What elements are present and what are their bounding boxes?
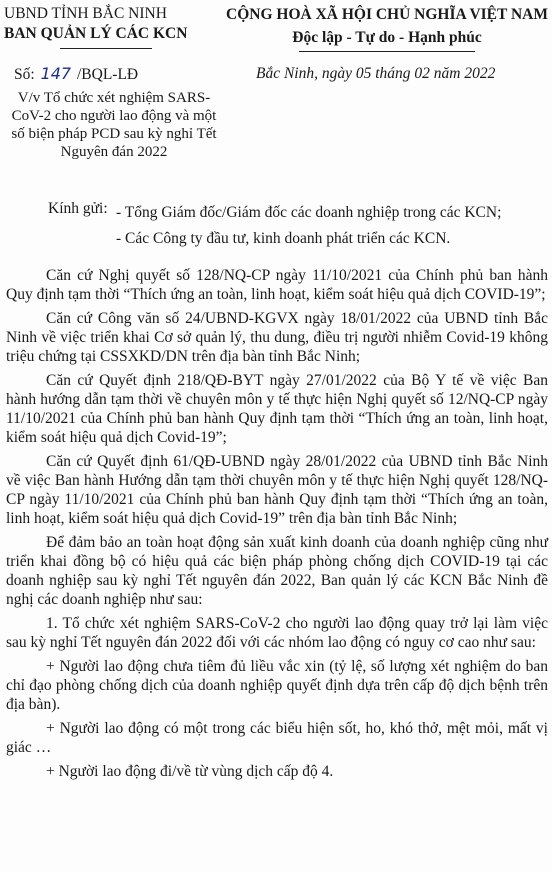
document-number-suffix: /BQL-LĐ [76,66,139,83]
document-number-prefix: Số: [14,66,35,83]
recipients-label: Kính gửi: [48,200,108,217]
paragraph: Căn cứ Công văn số 24/UBND-KGVX ngày 18/01/2022 của UBND tỉnh Bắc Ninh về việc triển khai Cơ sở quản lý, thu dung, điều trị người nhiễm Covid-19 không triệu chứng tại CSSXKD/DN trên địa bàn tỉnh Bắc Ninh; [6,310,548,365]
issuing-agency-block [4,4,214,49]
agency-underline [60,48,152,49]
document-body [6,266,548,786]
paragraph: Căn cứ Quyết định 218/QĐ-BYT ngày 27/01/2022 của Bộ Y tế về việc Ban hành hướng dẫn tạm thời về chuyên môn y tế thực hiện Nghị quyết số 12/NQ-CP ngày 11/10/2021 của Chính phủ ban hành Quy định tạm thời “Thích ứng an toàn, linh hoạt, kiểm soát hiệu quả dịch Covid-19”; [6,372,548,446]
document-subject: V/v Tổ chức xét nghiệm SARS-CoV-2 cho người lao động và một số biện pháp PCD sau kỳ nghỉ Tết Nguyên đán 2022 [11,90,217,160]
paragraph: Để đảm bảo an toàn hoạt động sản xuất kinh doanh của doanh nghiệp cũng như triển khai đồng bộ có hiệu quả các biện pháp phòng chống dịch COVID-19 tại các doanh nghiệp sau kỳ nghỉ Tết nguyên đán 2022, Ban quản lý các KCN Bắc Ninh đề nghị các doanh nghiệp như sau: [6,534,548,608]
issuing-agency: BAN QUẢN LÝ CÁC KCN [4,25,188,42]
paragraph: Căn cứ Quyết định 61/QĐ-UBND ngày 28/01/2022 của UBND tỉnh Bắc Ninh về việc Ban hành Hướng dẫn tạm thời chuyên môn y tế thực hiện Nghị quyết 128/NQ-CP ngày 11/10/2021 của Chính phủ ban hành Quy định tạm thời “Thích ứng an toàn, linh hoạt, kiểm soát hiệu quả dịch Covid-19” trên địa bàn tỉnh Bắc Ninh; [6,453,548,527]
handwritten-number: 147 [40,64,72,83]
national-title: CỘNG HOÀ XÃ HỘI CHỦ NGHĨA VIỆT NAM [226,6,548,23]
bullet-item: + Người lao động đi/về từ vùng dịch cấp độ 4. [46,763,334,780]
recipient-item: - Tổng Giám đốc/Giám đốc các doanh nghiệp trong các KCN; [116,204,502,221]
bullet-item: + Người lao động chưa tiêm đủ liều vắc xin (tỷ lệ, số lượng xét nghiệm do ban chỉ đạo phòng chống dịch của doanh nghiệp quyết định dựa trên cấp độ dịch bệnh trên địa bàn). [6,658,548,713]
recipient-item: - Các Công ty đầu tư, kinh doanh phát triển các KCN. [116,230,451,247]
recipients-list [116,200,501,252]
paragraph: Căn cứ Nghị quyết số 128/NQ-CP ngày 11/10/2021 của Chính phủ ban hành Quy định tạm thời “Thích ứng an toàn, linh hoạt, kiểm soát hiệu quả dịch COVID-19”; [6,267,548,303]
parent-agency: UBND TỈNH BẮC NINH [4,5,167,22]
national-header-block [226,4,548,52]
national-motto: Độc lập - Tự do - Hạnh phúc [292,29,482,46]
bullet-item: + Người lao động có một trong các biểu hiện sốt, ho, khó thở, mệt mỏi, mất vị giác … [6,720,548,756]
motto-underline [299,51,475,52]
document-number [14,64,138,84]
date-line: Bắc Ninh, ngày 05 tháng 02 năm 2022 [256,65,496,82]
paragraph: 1. Tổ chức xét nghiệm SARS-CoV-2 cho người lao động quay trở lại làm việc sau kỳ nghỉ Tết nguyên đán 2022 đối với các nhóm lao động có nguy cơ cao như sau: [6,615,548,651]
